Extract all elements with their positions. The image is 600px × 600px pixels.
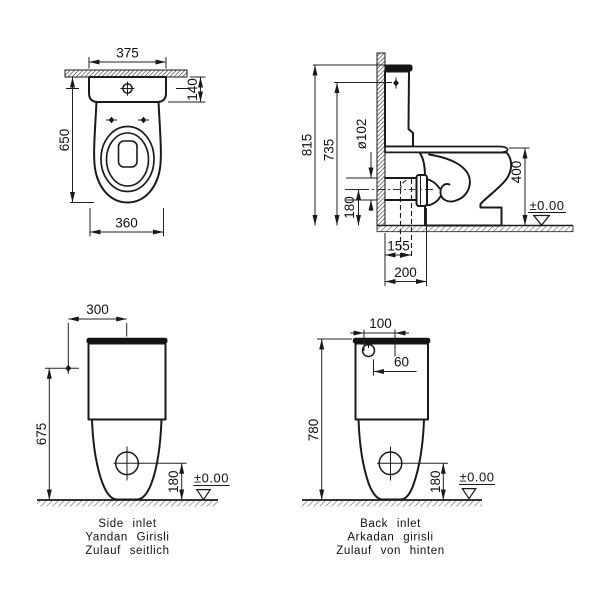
wall-section [377,53,385,226]
dim-label: 735 [321,138,337,162]
dim-label: 140 [185,78,200,101]
cistern-outline [356,344,429,420]
ground-hatch [302,500,482,506]
dim-outlet-height-180 [342,190,366,226]
dim-inlet-height-675 [34,368,79,500]
dim-label: 60 [393,354,410,370]
ground-hatch [37,500,218,506]
dim-label: 375 [116,45,139,61]
outlet-flange [417,175,428,206]
front-view-back-inlet [302,316,495,557]
cistern-lid [385,65,413,72]
bowl-profile [420,153,512,226]
flush-opening [119,141,138,167]
dim-label: 180 [427,470,443,493]
dim-label: 155 [387,238,410,254]
dim-label: 360 [115,215,138,231]
level-triangle-icon [197,490,211,500]
pedestal-outline [359,420,425,500]
caption-line-en: Back inlet [360,518,421,530]
floor-level-symbol [528,198,566,225]
dim-label: 780 [306,418,322,442]
floor-level-symbol [194,471,230,500]
caption-back-inlet [336,518,444,557]
floor-level-label: ±0.00 [194,470,229,486]
cistern-lid [87,338,168,344]
dim-label: 650 [57,128,72,152]
dim-label: 100 [369,316,392,331]
dim-width-375 [89,46,166,69]
dim-label: 300 [86,302,109,317]
front-view-side-inlet [34,302,230,557]
wall-section [65,70,187,77]
dim-label: 815 [299,133,315,157]
dim-total-height-780 [306,339,352,500]
dim-label: 400 [509,160,524,184]
floor-level-symbol [459,470,495,499]
floor-level-label: ±0.00 [529,198,565,213]
dim-label: 180 [166,470,181,493]
side-section-view [300,53,574,286]
caption-line-de: Zulauf von hinten [336,545,445,557]
dim-label: ø102 [354,118,369,150]
floor-level-label: ±0.00 [459,469,495,485]
level-triangle-icon [462,489,476,499]
caption-line-en: Side inlet [98,518,157,530]
dim-label: 675 [33,422,49,446]
dim-rim-height-400 [509,148,530,226]
level-triangle-icon [534,216,550,226]
seat-lid-profile [385,147,508,153]
dim-bowl-width-360 [90,208,164,237]
caption-line-tr: Yandan Girisli [85,531,170,544]
top-view [57,46,206,237]
dim-label: 180 [342,196,357,219]
cistern-outline [89,344,166,420]
caption-line-tr: Arkadan girisli [347,531,434,544]
dim-label: 200 [394,265,417,280]
caption-side-inlet [85,518,169,557]
dim-depth-140 [168,77,206,102]
caption-line-de: Zulauf seitlich [85,545,170,557]
